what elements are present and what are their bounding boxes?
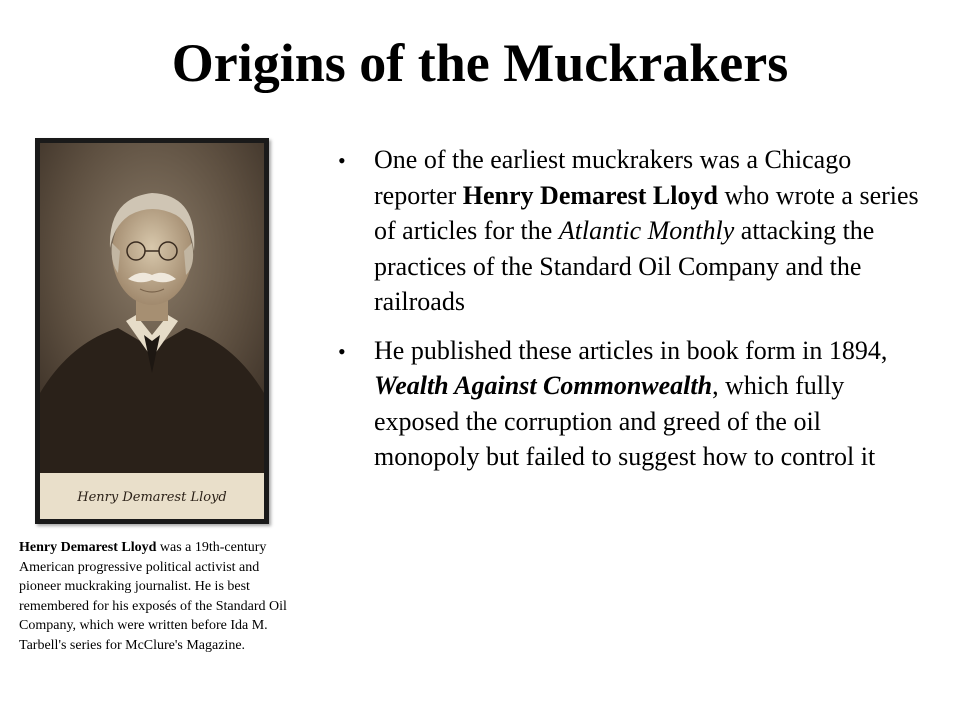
caption-name: Henry Demarest Lloyd [19, 540, 157, 555]
bullet-icon: • [338, 148, 346, 173]
bullet-icon: • [338, 338, 346, 364]
bullet-list [338, 142, 928, 488]
portrait-caption [19, 538, 301, 655]
bullet-1-text-b: who wrote a series of articles for the [374, 180, 919, 245]
bullet-1-bold: Henry Demarest Lloyd [462, 180, 718, 210]
portrait-frame [35, 138, 269, 524]
bullet-1-text-c: attacking the practices of the Standard Oil Company and the railroads [374, 216, 875, 316]
bullet-item-2 [338, 333, 928, 475]
portrait-photo [40, 143, 264, 519]
bullet-2-text-a: He published these articles in book form in 1894, [374, 335, 888, 365]
portrait-signature: Henry Demarest Lloyd [77, 490, 227, 505]
bullet-1-text-a: One of the earliest muckrakers was a Chicago reporter [374, 145, 852, 210]
bullet-1-italic: Atlantic Monthly [558, 216, 735, 245]
slide-title: Origins of the Muckrakers [171, 33, 789, 93]
caption-text: was a 19th-century American progressive political activist and pioneer muckraking journalist. He is best remembered for his exposés of the Standard Oil Company, which were written before Ida M. Tarbell's series for McClure's Magazine. [19, 540, 287, 653]
bullet-item-1 [338, 142, 928, 320]
bullet-2-book-title: Wealth Against Commonwealth [374, 371, 713, 400]
bullet-2-text-b: , which fully exposed the corruption and greed of the oil monopoly but failed to suggest how to control it [374, 371, 876, 471]
portrait-image [40, 143, 264, 519]
